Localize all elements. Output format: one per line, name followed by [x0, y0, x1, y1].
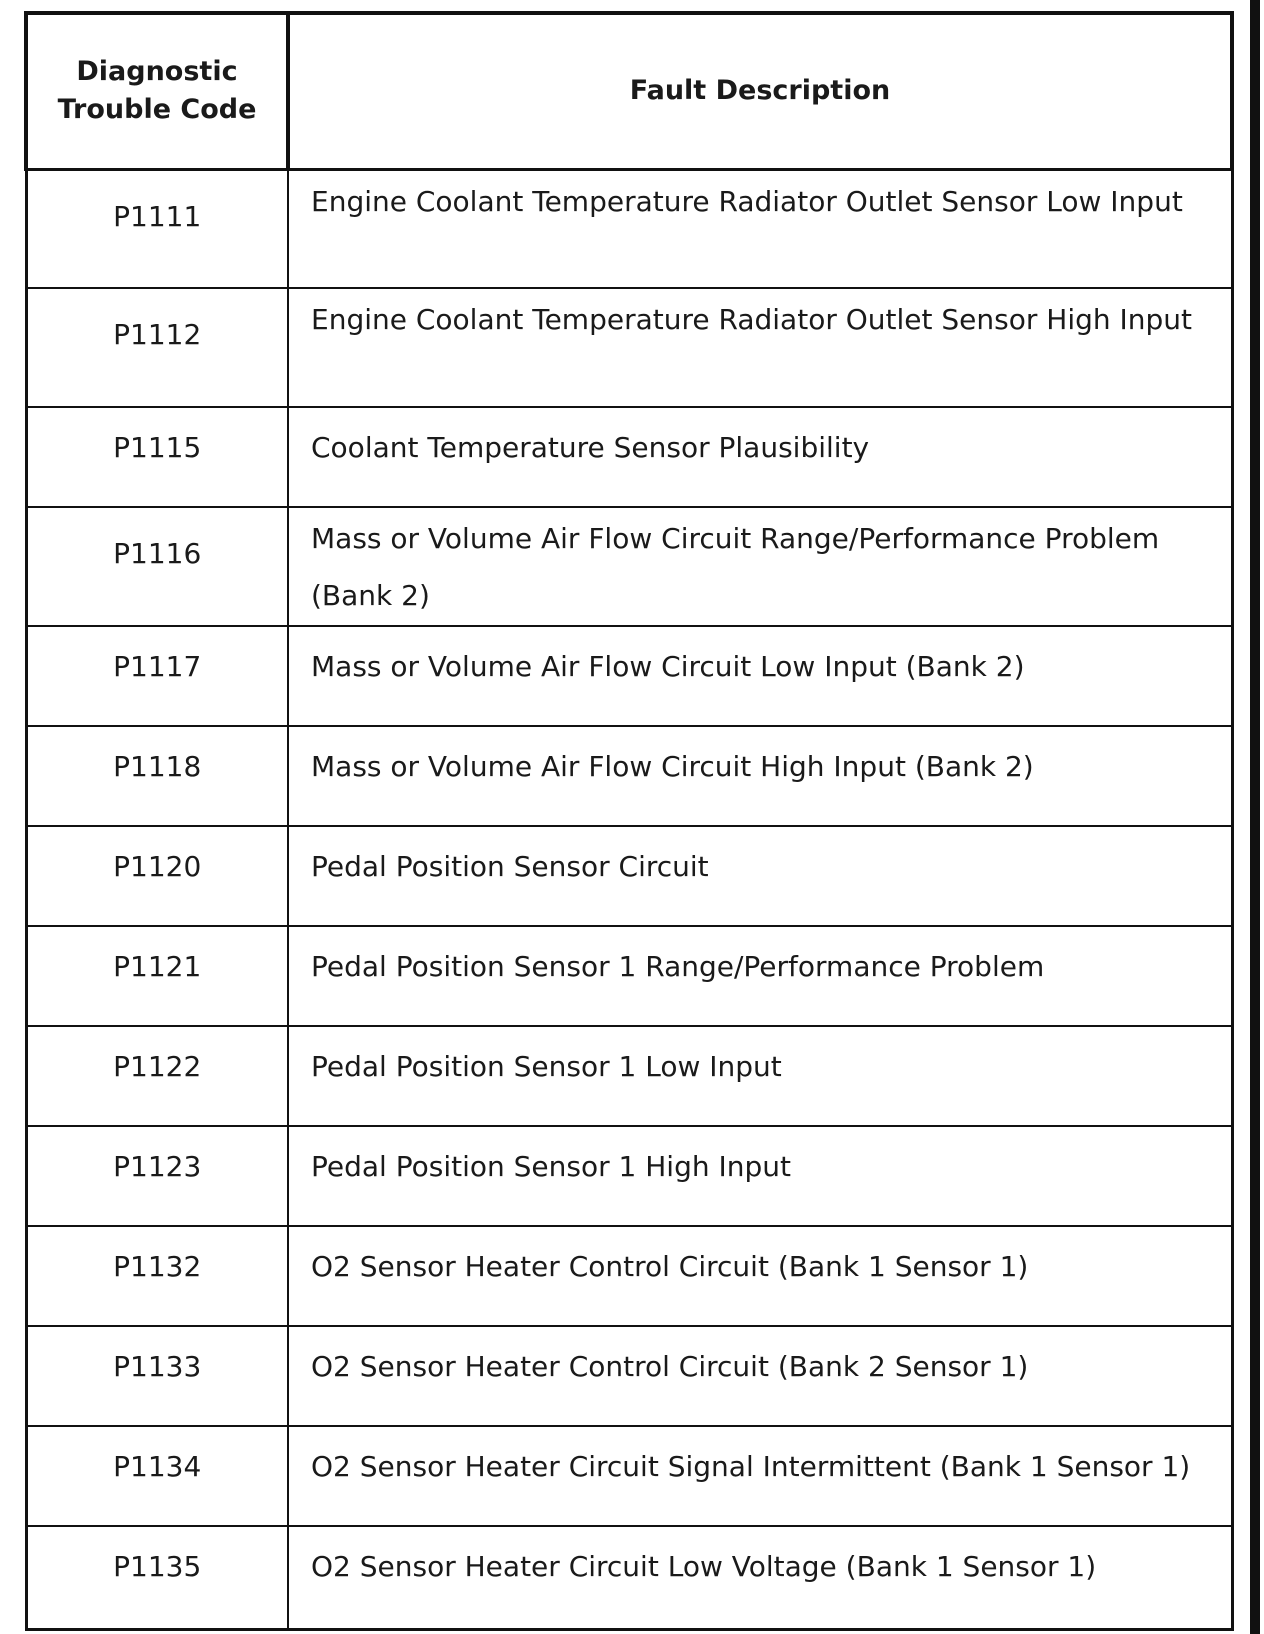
table-row	[26, 826, 1232, 926]
table-row	[26, 288, 1232, 407]
fault-description-cell: Pedal Position Sensor Circuit	[288, 826, 1232, 926]
dtc-code-cell: P1120	[26, 826, 288, 926]
table-row	[26, 1526, 1232, 1629]
table-row	[26, 1026, 1232, 1126]
dtc-code-cell: P1122	[26, 1026, 288, 1126]
fault-description-cell: Coolant Temperature Sensor Plausibility	[288, 407, 1232, 507]
table-row	[26, 1326, 1232, 1426]
dtc-code-cell: P1123	[26, 1126, 288, 1226]
table-row	[26, 1226, 1232, 1326]
fault-description-cell: Pedal Position Sensor 1 Range/Performance Problem	[288, 926, 1232, 1026]
dtc-code-cell: P1134	[26, 1426, 288, 1526]
table-row	[26, 1126, 1232, 1226]
page-edge-bar	[1250, 0, 1260, 1634]
table-row	[26, 626, 1232, 726]
header-row	[26, 13, 1232, 169]
fault-description-cell: Mass or Volume Air Flow Circuit High Input (Bank 2)	[288, 726, 1232, 826]
dtc-code-cell: P1135	[26, 1526, 288, 1629]
fault-description-cell: O2 Sensor Heater Control Circuit (Bank 1 Sensor 1)	[288, 1226, 1232, 1326]
dtc-code-cell: P1118	[26, 726, 288, 826]
fault-description-cell: Pedal Position Sensor 1 High Input	[288, 1126, 1232, 1226]
table-row	[26, 926, 1232, 1026]
table-row	[26, 407, 1232, 507]
fault-description-cell: O2 Sensor Heater Control Circuit (Bank 2 Sensor 1)	[288, 1326, 1232, 1426]
dtc-code-cell: P1111	[26, 169, 288, 288]
table-header	[26, 13, 1232, 169]
table-body	[26, 169, 1232, 1629]
fault-description-cell: O2 Sensor Heater Circuit Low Voltage (Bank 1 Sensor 1)	[288, 1526, 1232, 1629]
dtc-code-cell: P1133	[26, 1326, 288, 1426]
fault-description-cell: Mass or Volume Air Flow Circuit Low Input (Bank 2)	[288, 626, 1232, 726]
header-diagnostic-trouble-code: Diagnostic Trouble Code	[26, 13, 288, 169]
dtc-code-cell: P1121	[26, 926, 288, 1026]
table-row	[26, 507, 1232, 626]
fault-description-cell: Pedal Position Sensor 1 Low Input	[288, 1026, 1232, 1126]
table-row	[26, 169, 1232, 288]
dtc-code-cell: P1115	[26, 407, 288, 507]
fault-description-cell: Mass or Volume Air Flow Circuit Range/Performance Problem (Bank 2)	[288, 507, 1232, 626]
table-row	[26, 1426, 1232, 1526]
dtc-code-cell: P1112	[26, 288, 288, 407]
header-fault-description: Fault Description	[288, 13, 1232, 169]
dtc-table	[24, 11, 1234, 1631]
dtc-code-cell: P1132	[26, 1226, 288, 1326]
fault-description-cell: Engine Coolant Temperature Radiator Outlet Sensor High Input	[288, 288, 1232, 407]
fault-description-cell: O2 Sensor Heater Circuit Signal Intermittent (Bank 1 Sensor 1)	[288, 1426, 1232, 1526]
fault-description-cell: Engine Coolant Temperature Radiator Outlet Sensor Low Input	[288, 169, 1232, 288]
table-row	[26, 726, 1232, 826]
dtc-code-cell: P1117	[26, 626, 288, 726]
dtc-code-cell: P1116	[26, 507, 288, 626]
